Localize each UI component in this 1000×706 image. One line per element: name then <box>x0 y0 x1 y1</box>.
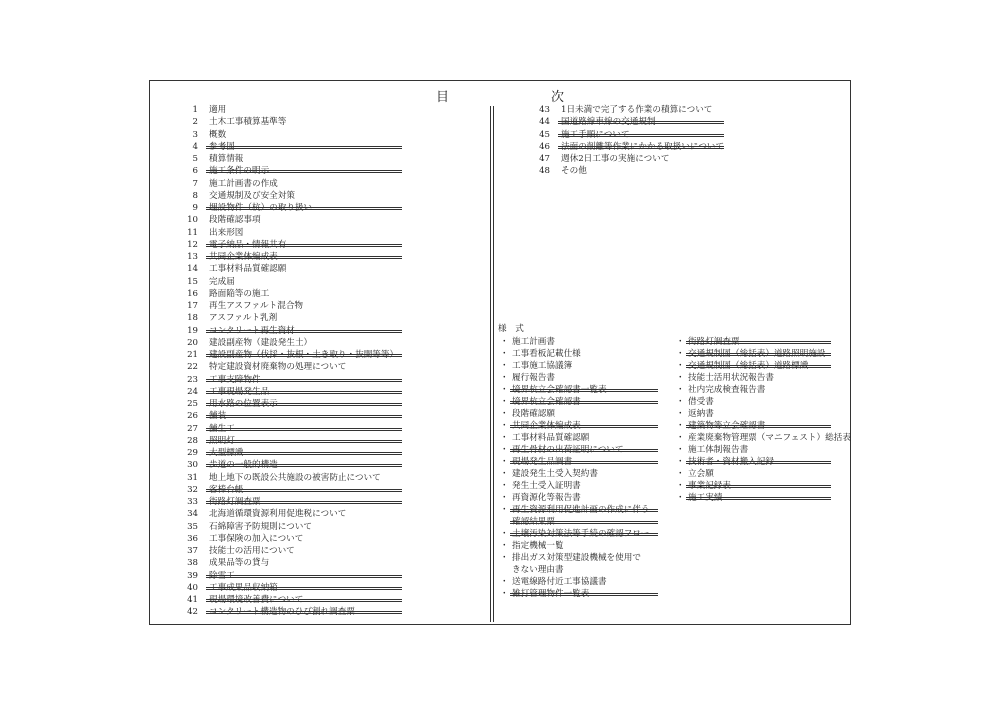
toc-item-title: 除雪工 <box>209 570 235 581</box>
toc-item <box>182 178 402 190</box>
toc-item-number: 6 <box>192 166 198 177</box>
toc-item <box>182 570 402 582</box>
form-item-title: 再生骨材の出荷証明について <box>512 445 624 455</box>
bullet: ・ <box>500 373 509 383</box>
toc-item-number: 41 <box>187 595 198 605</box>
toc-item-number: 10 <box>187 215 198 226</box>
toc-item <box>182 312 402 324</box>
form-item <box>500 336 658 348</box>
toc-item <box>182 361 402 373</box>
bullet: ・ <box>500 457 509 467</box>
toc-item-number: 7 <box>192 178 198 189</box>
form-item-title: 確認結果票 <box>512 517 555 527</box>
toc-item-number: 48 <box>539 166 550 177</box>
form-item <box>500 384 658 396</box>
form-item <box>500 408 658 420</box>
bullet: ・ <box>500 553 509 563</box>
form-item-title: 工事材料品質確認願 <box>512 433 590 443</box>
toc-item-number: 4 <box>192 141 198 152</box>
form-item <box>676 384 831 396</box>
toc-item-number: 1 <box>192 105 198 115</box>
toc-item-number: 43 <box>539 105 550 115</box>
form-item <box>500 444 658 456</box>
form-item-title: 境界杭立会確認書 <box>512 397 581 407</box>
form-item-title: 工事看板記載仕様 <box>512 349 581 359</box>
form-item <box>500 348 658 360</box>
form-item-title: 施工実績 <box>688 493 723 503</box>
bullet: ・ <box>676 493 685 503</box>
toc-item-number: 29 <box>187 448 198 458</box>
toc-item-title: 参考図 <box>209 141 235 152</box>
bullet: ・ <box>676 469 685 479</box>
bullet: ・ <box>500 385 509 395</box>
toc-item-title: 週休2日工事の実施について <box>561 154 670 164</box>
form-item <box>676 456 831 468</box>
toc-item-title: 建設副産物（建設発生土） <box>209 337 313 348</box>
form-item-title: 立会願 <box>688 469 714 479</box>
form-item <box>500 480 658 492</box>
toc-item <box>182 521 402 533</box>
toc-item-title: 街路灯調査票 <box>209 497 261 507</box>
toc-item-title: 客棒台帳 <box>209 484 244 495</box>
toc-item-title: 交通規制及び安全対策 <box>209 190 295 201</box>
bullet: ・ <box>676 445 685 455</box>
bullet: ・ <box>500 577 509 587</box>
toc-item <box>182 190 402 202</box>
toc-item-number: 42 <box>187 607 198 618</box>
toc-item-number: 14 <box>187 264 198 275</box>
form-item <box>500 396 658 408</box>
bullet: ・ <box>500 361 509 371</box>
form-item <box>676 468 831 480</box>
toc-item-title: 埋設物件（杭）の取り扱い <box>209 203 313 213</box>
toc-item-number: 40 <box>187 582 198 593</box>
toc-item <box>182 374 402 386</box>
form-item <box>676 408 831 420</box>
toc-item-number: 26 <box>187 411 198 422</box>
toc-item <box>182 606 402 618</box>
form-item <box>500 420 658 432</box>
toc-item <box>182 398 402 410</box>
toc-item <box>182 447 402 459</box>
toc-item-title: アスファルト乳剤 <box>209 313 278 324</box>
bullet: ・ <box>500 541 509 551</box>
form-item <box>500 540 658 552</box>
toc-item-number: 45 <box>539 129 550 140</box>
toc-item-title: 電子納品・情報共有 <box>209 239 287 250</box>
toc-item-title: 1日未満で完了する作業の積算について <box>561 105 713 115</box>
toc-item <box>182 423 402 435</box>
toc-item-number: 15 <box>187 276 198 287</box>
toc-item-title: 北海道循環資源利用促進税について <box>209 509 347 520</box>
toc-item-title: 完成届 <box>209 276 235 287</box>
toc-item-number: 11 <box>187 227 198 238</box>
toc-item-title: 再生アスファルト混合物 <box>209 301 304 311</box>
toc-item <box>182 300 402 312</box>
toc-item <box>182 484 402 496</box>
toc-item <box>182 153 402 165</box>
toc-item <box>182 386 402 398</box>
toc-item-title: コンクリート構造物のひび割れ調査票 <box>209 607 355 618</box>
toc-item-title: 段階確認事項 <box>209 215 261 226</box>
toc-item-title: その他 <box>561 166 587 177</box>
toc-item <box>182 337 402 349</box>
form-item-title: 返納書 <box>688 409 714 419</box>
toc-item <box>182 496 402 508</box>
toc-item-title: 工事現場発生品 <box>209 386 270 397</box>
toc-item-title: 石綿障害予防規則について <box>209 521 312 532</box>
toc-item-number: 17 <box>187 301 198 311</box>
bullet: ・ <box>500 589 509 599</box>
form-item <box>676 396 831 408</box>
form-item-title: 現場発生品調書 <box>512 457 573 467</box>
toc-item <box>182 508 402 520</box>
toc-item <box>182 141 402 153</box>
bullet: ・ <box>676 385 685 395</box>
form-item <box>676 432 851 444</box>
toc-item-number: 24 <box>187 386 198 397</box>
bullet: ・ <box>676 373 685 383</box>
toc-item-title: 土木工事積算基準等 <box>209 117 287 128</box>
toc-item <box>182 459 402 471</box>
form-item-title: 履行報告書 <box>512 373 555 383</box>
toc-item-number: 16 <box>187 288 198 299</box>
toc-item <box>534 129 724 141</box>
form-item <box>500 552 658 564</box>
toc-item-title: 適用 <box>209 105 227 115</box>
toc-item-number: 39 <box>187 570 198 581</box>
form-item <box>676 480 831 492</box>
toc-item-number: 31 <box>187 472 198 483</box>
toc-item-number: 46 <box>539 141 550 152</box>
toc-item-number: 8 <box>192 190 198 201</box>
toc-item-title: 建設副産物（伐採・抜根・土き取り・抜開等等） <box>209 350 399 360</box>
toc-item <box>182 276 402 288</box>
bullet: ・ <box>676 421 685 431</box>
toc-item-number: 13 <box>187 252 198 262</box>
toc-item-number: 12 <box>187 239 198 250</box>
form-item <box>676 348 831 360</box>
toc-item-number: 18 <box>187 313 198 324</box>
toc-item-title: 施工計画書の作成 <box>209 178 278 189</box>
toc-item-number: 44 <box>539 117 550 128</box>
form-item <box>500 360 658 372</box>
form-item-title: 境界杭立会確認書一覧表 <box>512 385 607 395</box>
bullet: ・ <box>500 529 509 539</box>
toc-item <box>182 227 402 239</box>
form-item-title: きない理由書 <box>512 565 564 575</box>
form-item <box>500 468 658 480</box>
toc-item-title: 現場環境改善費について <box>209 595 304 605</box>
toc-item-number: 28 <box>187 435 198 446</box>
toc-item <box>182 202 402 214</box>
form-item <box>500 456 658 468</box>
toc-item <box>182 594 402 606</box>
form-item <box>500 588 658 600</box>
title-char-2: 次 <box>551 90 565 105</box>
form-item <box>500 576 658 588</box>
toc-item <box>534 165 724 177</box>
toc-item-number: 27 <box>187 423 198 434</box>
bullet: ・ <box>500 469 509 479</box>
form-item-title: 発生土受入証明書 <box>512 481 581 491</box>
toc-item-title: 概数 <box>209 129 227 140</box>
toc-item <box>182 263 402 275</box>
bullet: ・ <box>676 457 685 467</box>
toc-item-title: 技能士の活用について <box>209 546 295 556</box>
toc-item-number: 34 <box>187 509 198 520</box>
form-item-title: 再資源化等報告書 <box>512 493 581 503</box>
toc-item-number: 30 <box>187 460 198 471</box>
title-char-1: 目 <box>436 90 450 105</box>
form-item <box>500 492 658 504</box>
toc-item <box>182 533 402 545</box>
bullet: ・ <box>500 505 509 515</box>
toc-item-number: 32 <box>187 484 198 495</box>
bullet: ・ <box>500 397 509 407</box>
bullet: ・ <box>676 397 685 407</box>
toc-item-number: 35 <box>187 521 198 532</box>
bullet: ・ <box>500 445 509 455</box>
form-item-title: 事業記録表 <box>688 481 731 491</box>
toc-item <box>182 545 402 557</box>
column-divider <box>490 106 494 622</box>
form-item <box>500 432 658 444</box>
form-item <box>676 492 831 504</box>
toc-item-title: 共同企業体編成表 <box>209 252 278 262</box>
toc-item <box>534 104 724 116</box>
toc-item-number: 20 <box>187 337 198 348</box>
toc-item-number: 25 <box>187 399 198 409</box>
form-item-title: 共同企業体編成表 <box>512 421 581 431</box>
form-item-title: 交通規制図（総括表）道路照明施設 <box>688 349 826 359</box>
forms-heading: 様 式 <box>498 324 524 334</box>
toc-item-number: 2 <box>192 117 198 128</box>
toc-item-title: 工事保険の加入について <box>209 533 304 544</box>
bullet: ・ <box>676 349 685 359</box>
form-item <box>500 516 658 528</box>
toc-item-title: 舗生工 <box>209 423 235 434</box>
toc-item <box>182 557 402 569</box>
bullet: ・ <box>676 433 685 443</box>
form-item-title: 交通規制図（総括表）道路標識 <box>688 361 809 371</box>
toc-item <box>182 214 402 226</box>
bullet: ・ <box>676 361 685 371</box>
toc-item <box>182 165 402 177</box>
form-item <box>500 528 658 540</box>
form-item <box>676 336 831 348</box>
toc-item-title: 工事材料品質確認願 <box>209 264 287 275</box>
bullet: ・ <box>500 337 509 347</box>
form-item-title: 建築物等立会確認書 <box>688 421 766 431</box>
page-title <box>0 86 1000 106</box>
form-item <box>676 372 831 384</box>
bullet: ・ <box>676 481 685 491</box>
form-item-title: 施工計画書 <box>512 337 555 347</box>
form-item-title: 建設発生土受入契約書 <box>512 469 598 479</box>
form-item-title: 段階確認願 <box>512 409 555 419</box>
bullet: ・ <box>500 349 509 359</box>
form-item <box>676 444 831 456</box>
toc-item-number: 38 <box>187 558 198 569</box>
toc-item-title: 特定建設資材廃棄物の処理について <box>209 362 347 373</box>
toc-item-number: 9 <box>192 203 198 213</box>
toc-item-number: 19 <box>187 325 198 336</box>
form-item <box>676 420 831 432</box>
toc-item <box>182 410 402 422</box>
toc-item <box>182 129 402 141</box>
toc-item <box>182 116 402 128</box>
toc-item <box>182 239 402 251</box>
toc-item-title: 工事成果品収納箱 <box>209 582 278 593</box>
toc-item-title: 舗装 <box>209 411 227 422</box>
bullet: ・ <box>500 433 509 443</box>
toc-item-title: 法面の削離等作業にかかる取扱いについて <box>561 141 725 152</box>
form-item <box>500 372 658 384</box>
toc-item-number: 23 <box>187 374 198 385</box>
form-item-title: 送電線路付近工事協議書 <box>512 577 607 587</box>
toc-item-number: 37 <box>187 546 198 556</box>
bullet: ・ <box>500 493 509 503</box>
toc-item-number: 3 <box>192 129 198 140</box>
toc-item-title: 照明灯 <box>209 435 235 446</box>
form-item <box>500 564 658 576</box>
toc-item-title: 歩道の一般的構造 <box>209 460 278 471</box>
toc-item <box>182 472 402 484</box>
form-item-title: 土壌汚染対策法等手続の確認フロー <box>512 529 650 539</box>
bullet: ・ <box>500 409 509 419</box>
toc-item-title: 積算情報 <box>209 154 244 164</box>
toc-item-number: 36 <box>187 533 198 544</box>
toc-item-title: 出来形図 <box>209 227 244 238</box>
toc-item-title: 地上地下の既設公共施設の被害防止について <box>209 472 381 483</box>
toc-item-title: 工事支障物件 <box>209 374 261 385</box>
form-item-title: 再生資源利用促進計画の作成に伴う <box>512 505 650 515</box>
toc-item <box>182 104 402 116</box>
form-item-title: 街路灯調査票 <box>688 337 740 347</box>
form-item-title: 社内完成検査報告書 <box>688 385 766 395</box>
toc-item <box>182 288 402 300</box>
form-item <box>676 360 831 372</box>
bullet: ・ <box>500 421 509 431</box>
form-item-title: 技能士活用状況報告書 <box>688 373 774 383</box>
toc-item <box>182 251 402 263</box>
toc-item-number: 22 <box>187 362 198 373</box>
form-item-title: 借受書 <box>688 397 714 407</box>
toc-item <box>534 116 724 128</box>
toc-item-title: 路面陥等の施工 <box>209 288 270 299</box>
toc-item-number: 21 <box>187 350 198 360</box>
toc-item-title: 国道路線車線の交通規制 <box>561 117 656 128</box>
form-item-title: 排出ガス対策型建設機械を使用で <box>512 553 641 563</box>
bullet: ・ <box>676 409 685 419</box>
form-item-title: 産業廃棄物管理票（マニフェスト）総括表 <box>688 433 851 443</box>
toc-item-title: 用水路の位置表示 <box>209 399 278 409</box>
toc-item-title: 成果品等の貸与 <box>209 558 270 569</box>
toc-item <box>182 582 402 594</box>
toc-item-title: コンクリート再生資材 <box>209 325 295 336</box>
toc-item <box>182 349 402 361</box>
toc-item-title: 施工手順について <box>561 129 630 140</box>
toc-item <box>534 153 724 165</box>
form-item-title: 雑打管理物件一覧表 <box>512 589 590 599</box>
form-item <box>500 504 658 516</box>
toc-item <box>182 435 402 447</box>
toc-item-number: 5 <box>192 154 198 164</box>
toc-item <box>534 141 724 153</box>
form-item-title: 技術者・資材搬入記録 <box>688 457 774 467</box>
toc-item-number: 47 <box>539 154 550 164</box>
toc-item-title: 施工条件の明示 <box>209 166 270 177</box>
toc-item <box>182 325 402 337</box>
bullet: ・ <box>500 481 509 491</box>
form-item-title: 施工体制報告書 <box>688 445 749 455</box>
bullet: ・ <box>676 337 685 347</box>
toc-item-number: 33 <box>187 497 198 507</box>
toc-item-title: 大型標識 <box>209 448 244 458</box>
form-item-title: 工事施工協議簿 <box>512 361 573 371</box>
form-item-title: 指定機械一覧 <box>512 541 564 551</box>
